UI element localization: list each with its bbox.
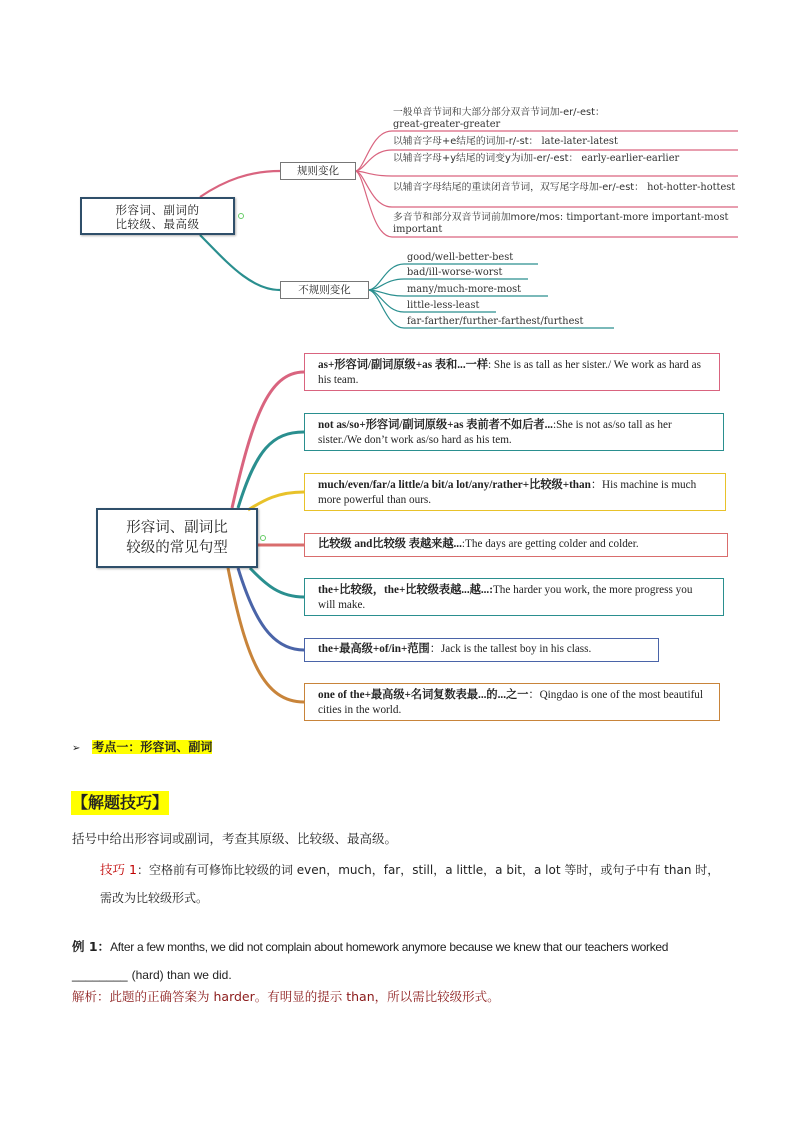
irregular-item-4: little-less-least: [407, 300, 480, 311]
key-point-heading: [72, 738, 212, 755]
intro-text: 括号中给出形容词或副词，考查其原级、比较级、最高级。: [72, 831, 398, 846]
example-text: After a few months, we did not complain about homework anymore because we knew that our teachers worked: [110, 940, 669, 954]
branch-regular-label: 规则变化: [297, 165, 339, 177]
mindmap1-root: [80, 197, 235, 235]
tip1-paragraph: [100, 856, 730, 912]
irregular-item-1: good/well-better-best: [407, 252, 514, 263]
root-line-1: 形容词、副词的: [115, 203, 200, 217]
irregular-item-2: bad/ill-worse-worst: [407, 267, 503, 278]
pattern-box-6: the+最高级+of/in+范围：Jack is the tallest boy in his class.: [304, 638, 659, 662]
analysis: [72, 987, 500, 1005]
mindmap2-root: [96, 508, 258, 568]
root-line-2: 比较级、最高级: [115, 217, 200, 231]
pattern-box-7: one of the+最高级+名词复数表最...的...之一：Qingdao is one of the most beautiful cities in the world.: [304, 683, 720, 721]
pattern-box-1: as+形容词/副词原级+as 表和...一样: She is as tall as her sister./ We work as hard as his team.: [304, 353, 720, 391]
answer-blank[interactable]: ________: [72, 968, 128, 982]
irregular-item-5: far-farther/further-farthest/furthest: [407, 316, 584, 327]
analysis-label: 解析：: [72, 989, 110, 1004]
pattern-box-4: 比较级 and比较级 表越来越...:The days are getting colder and colder.: [304, 533, 728, 557]
root2-line-2: 较级的常见句型: [126, 540, 228, 556]
regular-rule-4: 以辅音字母结尾的重读闭音节词，双写尾字母加-er/-est： hot-hotter-hottest: [393, 182, 736, 193]
regular-rule-2: 以辅音字母+e结尾的词加-r/-st： late-later-latest: [393, 136, 618, 147]
regular-rule-3: 以辅音字母+y结尾的词变y为i加-er/-est： early-earlier-earlier: [393, 153, 680, 164]
example-1: [72, 933, 732, 989]
key-point-title: 考点一：形容词、副词: [92, 740, 213, 754]
tip1-text: ：空格前有可修饰比较级的词 even，much，far，still，a little，a bit，a lot 等时，或句子中有 than 时，需改为比较级形式。: [100, 863, 720, 905]
pattern-box-5: the+比较级，the+比较级表越...越...:The harder you work, the more progress you will make.: [304, 578, 724, 616]
irregular-item-3: many/much-more-most: [407, 284, 522, 295]
example-label: 例 1：: [72, 939, 111, 954]
tips-heading: 【解题技巧】: [71, 791, 169, 815]
analysis-text: 此题的正确答案为 harder。有明显的提示 than，所以需比较级形式。: [109, 989, 500, 1004]
branch-irregular-label: 不规则变化: [298, 284, 351, 296]
pattern-box-3: much/even/far/a little/a bit/a lot/any/rather+比较级+than：His machine is much more powerful than ours.: [304, 473, 726, 511]
pattern-box-2: not as/so+形容词/副词原级+as 表前者不如后者...:She is not as/so tall as her sister./We don’t work as/so hard as his tem.: [304, 413, 724, 451]
example-continuation: (hard) than we did.: [131, 968, 232, 982]
branch-regular: [280, 162, 356, 180]
root2-line-1: 形容词、副词比: [126, 520, 228, 536]
tip1-label: 技巧 1: [100, 862, 137, 877]
regular-rule-5: 多音节和部分双音节词前加more/mos: timportant-more important-most important: [393, 212, 729, 235]
branch-irregular: [280, 281, 369, 299]
regular-rule-1: 一般单音节词和大部分部分双音节词加-er/-est： great-greater-greater: [393, 107, 605, 130]
arrow-bullet-icon: ➢: [72, 743, 81, 754]
